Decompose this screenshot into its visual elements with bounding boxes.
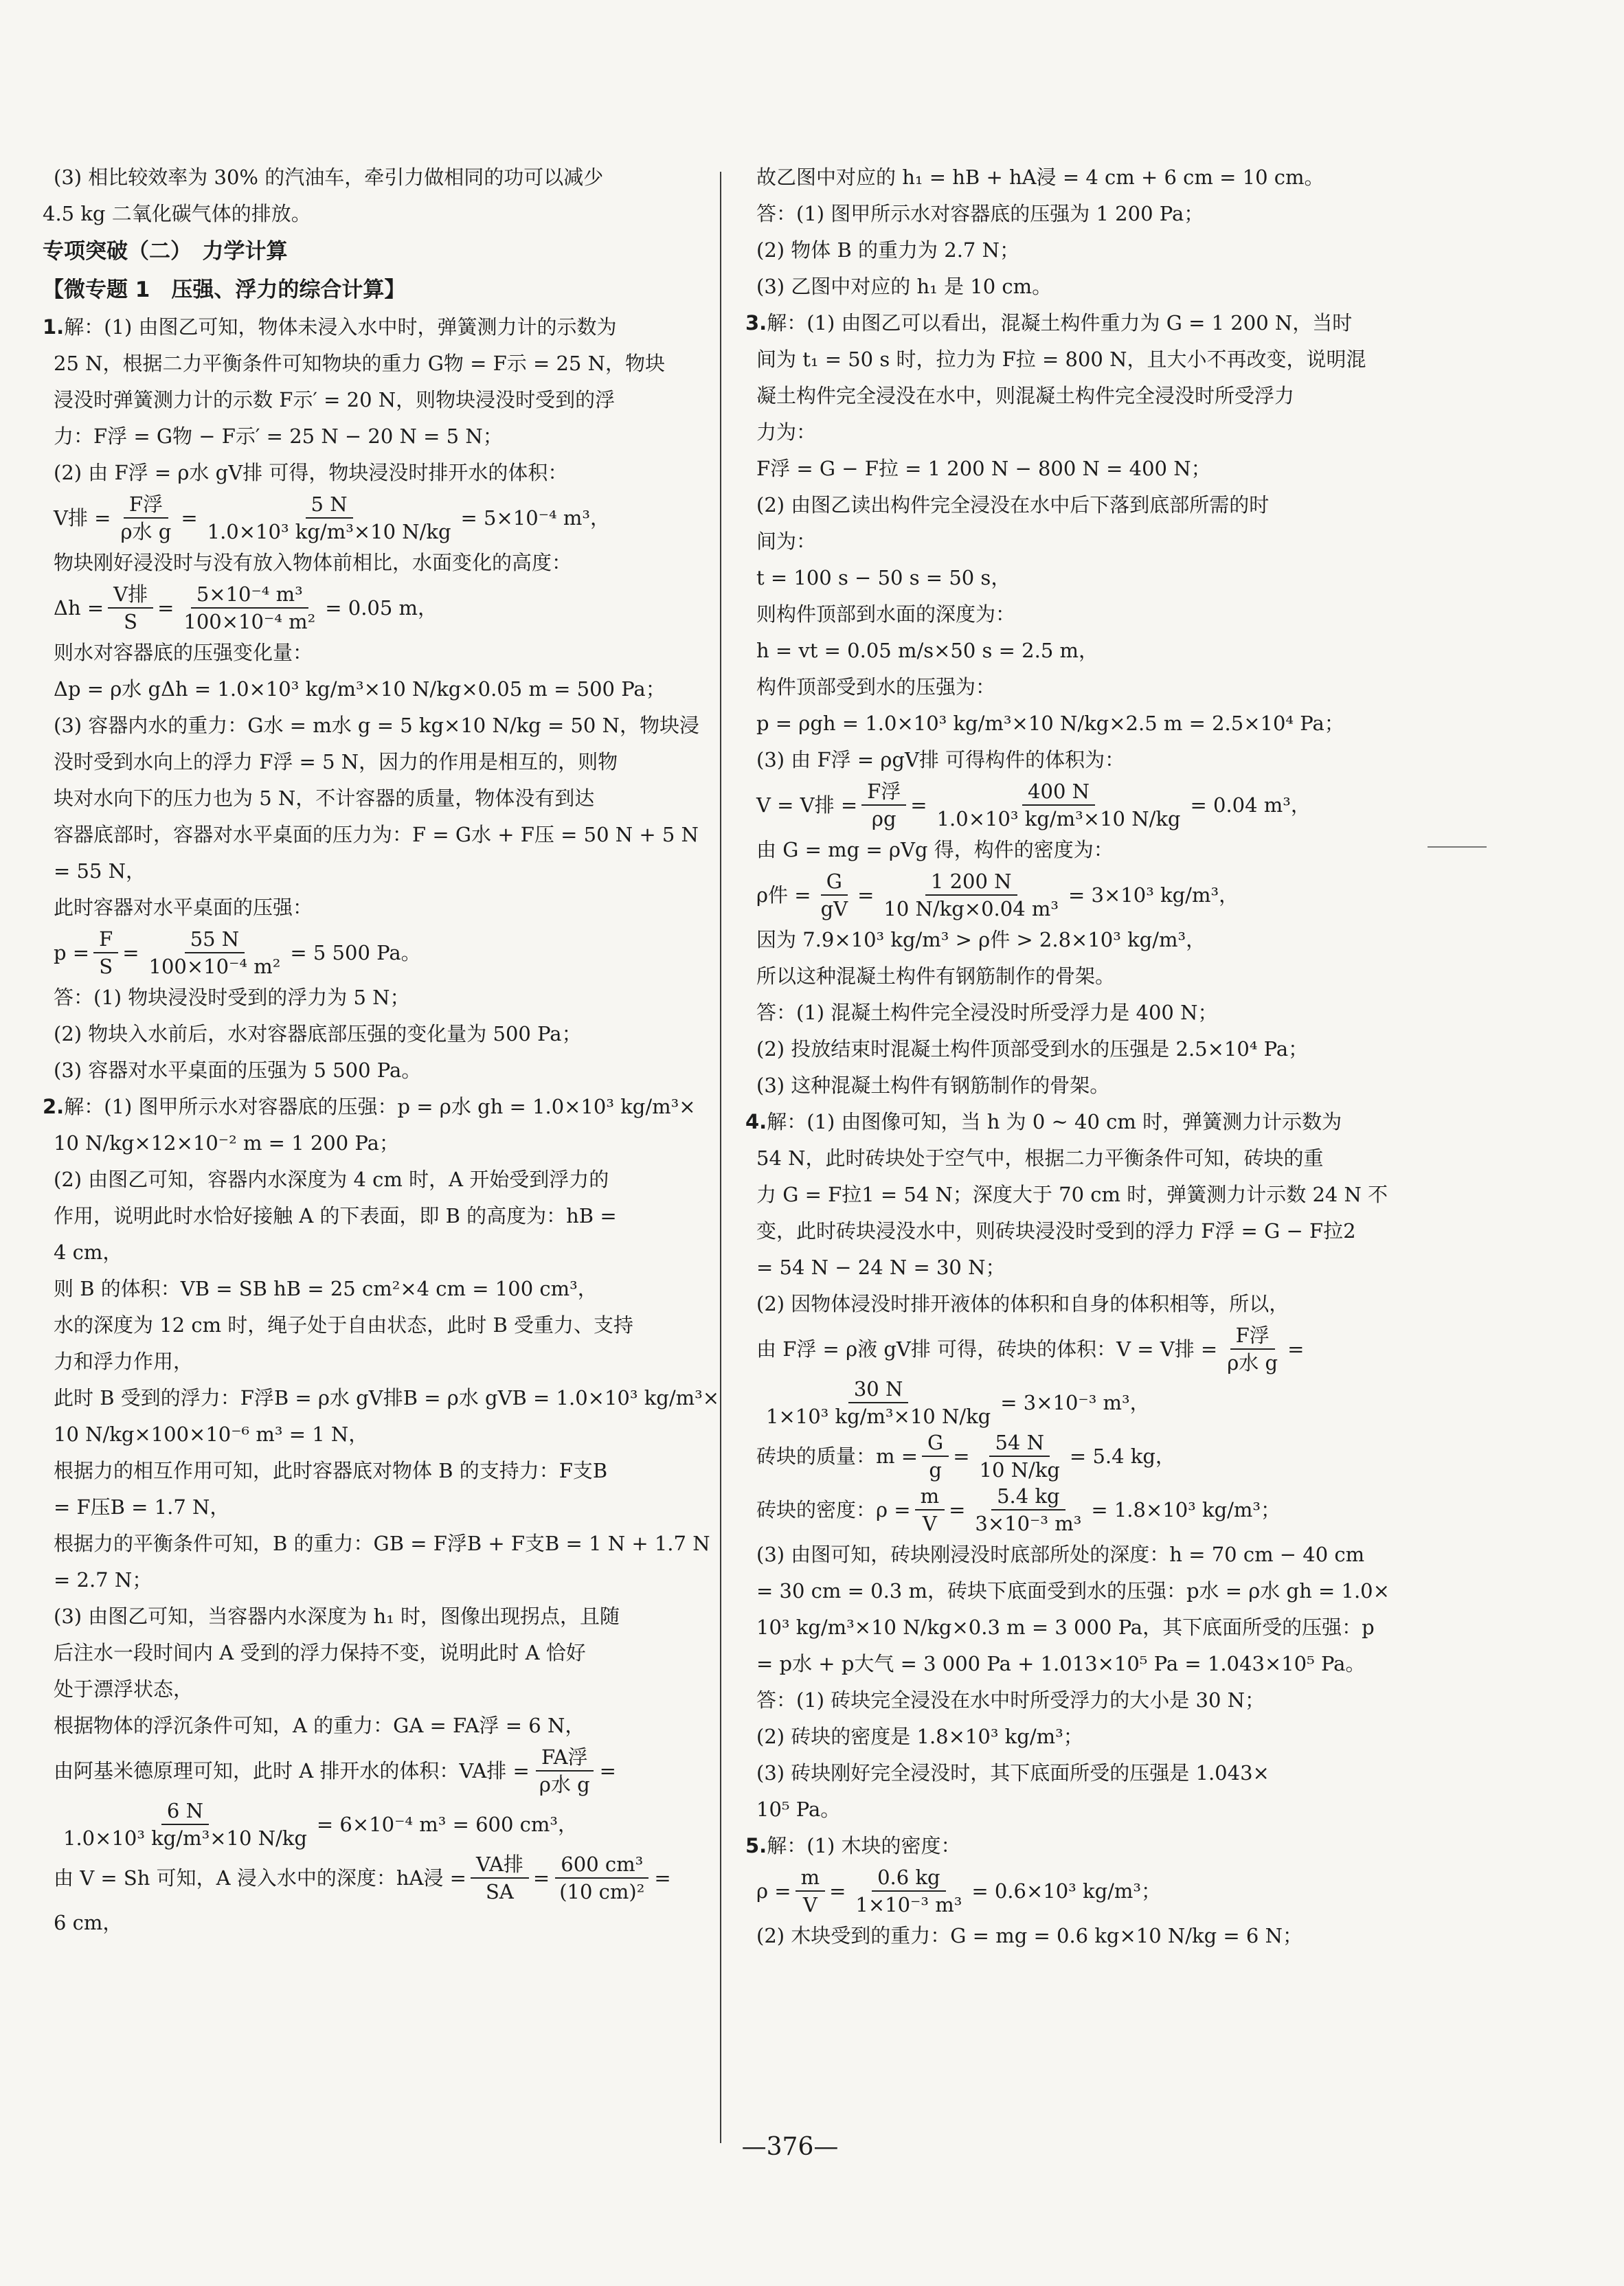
- text-line: 间为：: [756, 530, 817, 553]
- right-column: [745, 159, 1432, 1954]
- text-line: 解：(1) 图甲所示水对容器底的压强：p = ρ水 gh = 1.0×10³ kg/m³×: [64, 1095, 696, 1118]
- formula: 由阿基米德原理可知，此时 A 排开水的体积：VA排 = $\frac{\text{FA浮}}{\text{ρ水 g}}$ =: [54, 1745, 616, 1796]
- text-line: 54 N，此时砖块处于空气中，根据二力平衡条件可知，砖块的重: [756, 1146, 1324, 1170]
- fraction-numerator: F浮: [124, 491, 168, 519]
- left-column: [43, 159, 720, 1941]
- text-line: = 54 N − 24 N = 30 N；: [756, 1256, 1006, 1279]
- formula: V排 = $\frac{\text{F浮}}{\text{ρ水 g}}$ = $\frac{5 N}{\text{1.0×10³ kg/m³×10 N/kg}}$ = 5×10⁻⁴ m³，: [54, 493, 610, 543]
- text-line: 则 B 的体积：VB = SB hB = 25 cm²×4 cm = 100 cm³，: [54, 1277, 598, 1300]
- page-number: —376—: [741, 2133, 839, 2161]
- answer-line: (2) 投放结束时混凝土构件顶部受到水的压强是 2.5×10⁴ Pa；: [756, 1037, 1309, 1061]
- text-line: 根据力的平衡条件可知，B 的重力：GB = F浮B + F支B = 1 N + 1.7 N: [54, 1532, 710, 1555]
- formula: 砖块的密度：ρ = $\frac{m}{V}$ = $\frac{5.4 kg}{\text{3×10⁻³ m³}}$ = 1.8×10³ kg/m³；: [756, 1484, 1281, 1535]
- answer-line: (2) 物体 B 的重力为 2.7 N；: [756, 238, 1019, 262]
- text-line: 10 N/kg×100×10⁻⁶ m³ = 1 N，: [54, 1423, 369, 1446]
- answer-line: (2) 砖块的密度是 1.8×10³ kg/m³；: [756, 1725, 1083, 1748]
- text-line: 浸没时弹簧测力计的示数 F示′ = 20 N，则物块浸没时受到的浮: [54, 388, 616, 411]
- text-line: 容器底部时，容器对水平桌面的压力为：F = G水 + F压 = 50 N + 5 N: [54, 823, 699, 846]
- formula: Δh = $\frac{\text{V排}}{S}$ = $\frac{\text{5×10⁻⁴ m³}}{\text{100×10⁻⁴ m²}}$ = 0.05 m，: [54, 582, 438, 633]
- text-line: 根据力的相互作用可知，此时容器底对物体 B 的支持力：F支B: [54, 1459, 608, 1482]
- answer-line: (2) 物块入水前后，水对容器底部压强的变化量为 500 Pa；: [54, 1022, 582, 1045]
- text-line: 物块刚好浸没时与没有放入物体前相比，水面变化的高度：: [54, 551, 572, 574]
- formula: p = $\frac{F}{S}$ = $\frac{55 N}{\text{100×10⁻⁴ m²}}$ = 5 500 Pa。: [54, 927, 421, 978]
- text-line: 故乙图中对应的 h₁ = hB + hA浸 = 4 cm + 6 cm = 10 cm。: [756, 166, 1324, 189]
- text-line: 此时 B 受到的浮力：F浮B = ρ水 gV排B = ρ水 gVB = 1.0×10³ kg/m³×: [54, 1386, 720, 1410]
- text-line: 则构件顶部到水面的深度为：: [756, 602, 1016, 626]
- text-line: (2) 因物体浸没时排开液体的体积和自身的体积相等，所以，: [756, 1292, 1289, 1315]
- text-line: 构件顶部受到水的压强为：: [756, 675, 996, 699]
- fraction-numerator: 5 N: [306, 491, 353, 519]
- text-line: = 55 N，: [54, 859, 146, 883]
- question-number: 1.: [43, 315, 65, 339]
- text-line: h = vt = 0.05 m/s×50 s = 2.5 m，: [756, 639, 1098, 662]
- formula: ρ件 = $\frac{G}{gV}$ = $\frac{1 200 N}{\text{10 N/kg×0.04 m³}}$ = 3×10³ kg/m³，: [756, 870, 1239, 920]
- subsection-title: 【微专题 1 压强、浮力的综合计算】: [43, 278, 406, 302]
- text-line: (2) 由图乙读出构件完全浸没在水中后下落到底部所需的时: [756, 493, 1270, 517]
- text-line: 因为 7.9×10³ kg/m³ > ρ件 > 2.8×10³ kg/m³，: [756, 928, 1206, 951]
- text-line: (3) 由图可知，砖块刚浸没时底部所处的深度：h = 70 cm − 40 cm: [756, 1543, 1365, 1566]
- text-line: 处于漂浮状态，: [54, 1677, 194, 1701]
- answer-line: (3) 砖块刚好完全浸没时，其下底面所受的压强是 1.043×: [756, 1761, 1270, 1785]
- formula: $\frac{6 N}{\text{1.0×10³ kg/m³×10 N/kg}}$ = 6×10⁻⁴ m³ = 600 cm³，: [63, 1799, 578, 1850]
- text-line: 则水对容器底的压强变化量：: [54, 641, 313, 664]
- text-line: 此时容器对水平桌面的压强：: [54, 896, 313, 919]
- answer-line: (3) 容器对水平桌面的压强为 5 500 Pa。: [54, 1059, 422, 1082]
- text-line: 块对水向下的压力也为 5 N，不计容器的质量，物体没有到达: [54, 786, 595, 810]
- answer-line: (3) 这种混凝土构件有钢筋制作的骨架。: [756, 1074, 1110, 1097]
- text-line: (2) 由图乙可知，容器内水深度为 4 cm 时，A 开始受到浮力的: [54, 1168, 609, 1191]
- text-line: (2) 由 F浮 = ρ水 gV排 可得，物块浸没时排开水的体积：: [54, 461, 568, 484]
- text-line: (3) 相比较效率为 30% 的汽油车，牵引力做相同的功可以减少: [54, 166, 604, 189]
- fraction-denominator: ρ水 g: [120, 520, 172, 543]
- text-line: 4.5 kg 二氧化碳气体的排放。: [43, 202, 311, 225]
- text-line: 凝土构件完全浸没在水中，则混凝土构件完全浸没时所受浮力: [756, 384, 1295, 407]
- text-line: 后注水一段时间内 A 受到的浮力保持不变，说明此时 A 恰好: [54, 1641, 586, 1664]
- text-line: 没时受到水向上的浮力 F浮 = 5 N，因力的作用是相互的，则物: [54, 750, 618, 773]
- text-line: (3) 容器内水的重力：G水 = m水 g = 5 kg×10 N/kg = 50 N，物块浸: [54, 714, 699, 737]
- answer-line: 答：(1) 物块浸没时受到的浮力为 5 N；: [54, 986, 410, 1009]
- text-line: 由 G = mg = ρVg 得，构件的密度为：: [756, 838, 1114, 861]
- text-line: 力：F浮 = G物 − F示′ = 25 N − 20 N = 5 N；: [54, 425, 503, 448]
- text-line: 4 cm，: [54, 1241, 123, 1264]
- text-line: p = ρgh = 1.0×10³ kg/m³×10 N/kg×2.5 m = 2.5×10⁴ Pa；: [756, 712, 1344, 735]
- text-line: F浮 = G − F拉 = 1 200 N − 800 N = 400 N；: [756, 457, 1211, 480]
- section-title: 专项突破（二） 力学计算: [43, 239, 288, 264]
- text-line: t = 100 s − 50 s = 50 s，: [756, 566, 1011, 589]
- question-number: 4.: [745, 1110, 767, 1133]
- text-line: = F压B = 1.7 N，: [54, 1495, 230, 1519]
- text-line: = 2.7 N；: [54, 1568, 153, 1592]
- question-number: 5.: [745, 1834, 767, 1857]
- formula: 由 F浮 = ρ液 gV排 可得，砖块的体积：V = V排 = $\frac{\text{F浮}}{\text{ρ水 g}}$ =: [756, 1324, 1305, 1374]
- answer-line: 10⁵ Pa。: [756, 1798, 841, 1821]
- text-line: 解：(1) 木块的密度：: [767, 1834, 961, 1857]
- column-divider: [720, 172, 721, 2143]
- text-line: 10 N/kg×12×10⁻² m = 1 200 Pa；: [54, 1131, 399, 1155]
- fraction-denominator: 1.0×10³ kg/m³×10 N/kg: [207, 520, 451, 543]
- text-line: 力和浮力作用，: [54, 1350, 194, 1373]
- question-number: 3.: [745, 311, 767, 335]
- text-line: 解：(1) 由图乙可知，物体未浸入水中时，弹簧测力计的示数为: [64, 315, 617, 339]
- text-line: 25 N，根据二力平衡条件可知物块的重力 G物 = F示 = 25 N，物块: [54, 352, 665, 375]
- formula: ρ = $\frac{m}{V}$ = $\frac{0.6 kg}{\text{1×10⁻³ m³}}$ = 0.6×10³ kg/m³；: [756, 1866, 1162, 1916]
- text-line: (2) 木块受到的重力：G = mg = 0.6 kg×10 N/kg = 6 N；: [756, 1924, 1302, 1947]
- text-line: (3) 由图乙可知，当容器内水深度为 h₁ 时，图像出现拐点，且随: [54, 1605, 620, 1628]
- formula: V = V排 = $\frac{\text{F浮}}{\rho g}$ = $\frac{400 N}{\text{1.0×10³ kg/m³×10 N/kg}}$ = 0.04 m³，: [756, 780, 1311, 830]
- text-line: 间为 t₁ = 50 s 时，拉力为 F拉 = 800 N，且大小不再改变，说明混: [756, 348, 1366, 371]
- stray-mark: [1428, 846, 1487, 848]
- text-line: 所以这种混凝土构件有钢筋制作的骨架。: [756, 964, 1116, 988]
- text-line: 根据物体的浮沉条件可知，A 的重力：GA = FA浮 = 6 N，: [54, 1714, 585, 1737]
- formula: $\frac{30 N}{\text{1×10³ kg/m³×10 N/kg}}$ = 3×10⁻³ m³，: [766, 1377, 1150, 1428]
- text-line: 力 G = F拉1 = 54 N；深度大于 70 cm 时，弹簧测力计示数 24 N 不: [756, 1183, 1388, 1206]
- text-line: 水的深度为 12 cm 时，绳子处于自由状态，此时 B 受重力、支持: [54, 1313, 634, 1337]
- text-line: = p水 + p大气 = 3 000 Pa + 1.013×10⁵ Pa = 1.043×10⁵ Pa。: [756, 1652, 1366, 1675]
- text-line: 解：(1) 由图像可知，当 h 为 0 ~ 40 cm 时，弹簧测力计示数为: [767, 1110, 1342, 1133]
- answer-line: 答：(1) 砖块完全浸没在水中时所受浮力的大小是 30 N；: [756, 1688, 1265, 1712]
- text-line: (3) 由 F浮 = ρgV排 可得构件的体积为：: [756, 748, 1125, 771]
- text-line: 力为：: [756, 420, 817, 444]
- text-line: Δp = ρ水 gΔh = 1.0×10³ kg/m³×10 N/kg×0.05 m = 500 Pa；: [54, 677, 666, 701]
- text-line: 解：(1) 由图乙可以看出，混凝土构件重力为 G = 1 200 N，当时: [767, 311, 1353, 335]
- answer-line: 答：(1) 图甲所示水对容器底的压强为 1 200 Pa；: [756, 202, 1204, 225]
- formula: 砖块的质量：m = $\frac{G}{g}$ = $\frac{54 N}{10 N/kg}$ = 5.4 kg，: [756, 1431, 1175, 1482]
- answer-line: 答：(1) 混凝土构件完全浸没时所受浮力是 400 N；: [756, 1001, 1218, 1024]
- text-line: = 30 cm = 0.3 m，砖块下底面受到水的压强：p水 = ρ水 gh = 1.0×: [756, 1579, 1390, 1603]
- answer-line: (3) 乙图中对应的 h₁ 是 10 cm。: [756, 275, 1052, 298]
- text-line: 10³ kg/m³×10 N/kg×0.3 m = 3 000 Pa，其下底面所受的压强：p: [756, 1616, 1375, 1639]
- question-number: 2.: [43, 1095, 65, 1118]
- text-line: 变，此时砖块浸没水中，则砖块浸没时受到的浮力 F浮 = G − F拉2: [756, 1219, 1356, 1243]
- formula: 由 V = Sh 可知，A 浸入水中的深度：hA浸 = $\frac{\text{VA排}}{SA}$ = $\frac{\text{600 cm³}}{\text{(10 cm)²}}$ =: [54, 1853, 671, 1903]
- text-line: 作用，说明此时水恰好接触 A 的下表面，即 B 的高度为：hB =: [54, 1204, 617, 1227]
- text-line: 6 cm，: [54, 1911, 123, 1934]
